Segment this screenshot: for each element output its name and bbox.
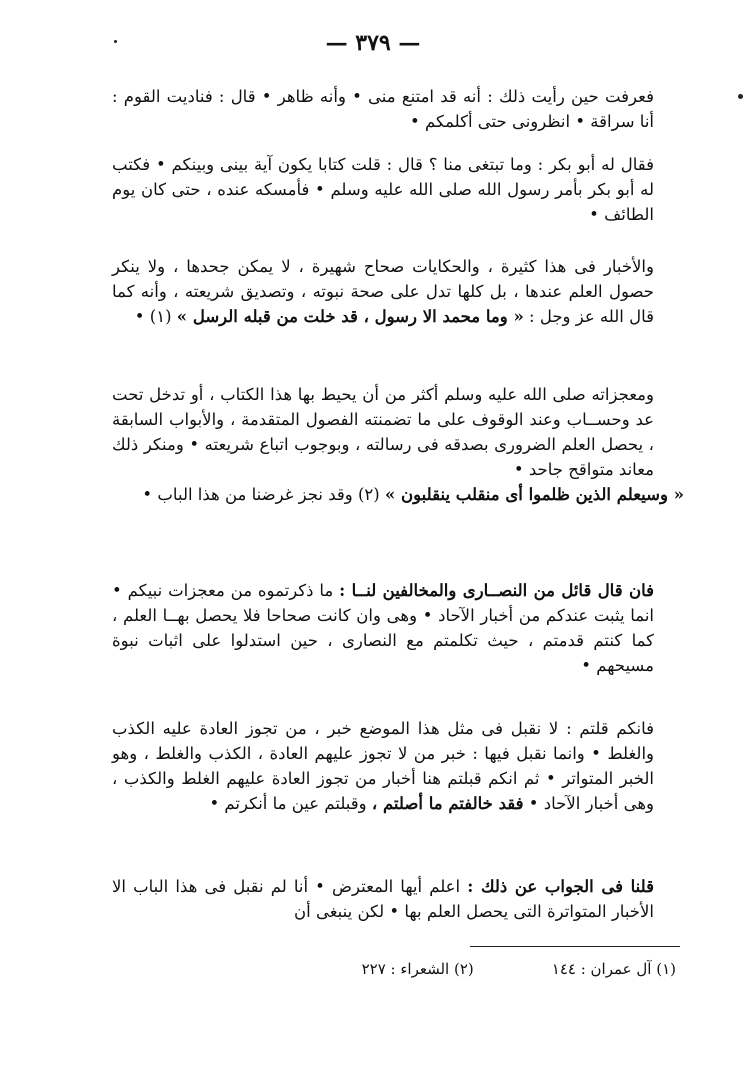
paragraph-6 — [112, 716, 684, 816]
paragraph-text: فقال له أبو بكر : وما تبتغى منا ؟ قال : قلت كتابا يكون آية بينى وبينكم • فكتب له أبو بكر بأمر رسول الله صلى الله عليه وسلم • فأمسكه عنده ، حتى كان يوم الطائف • — [112, 155, 654, 224]
footnote-2: (٢) الشعراء : ٢٢٧ — [361, 960, 474, 978]
paragraph-7 — [112, 874, 684, 924]
footnotes — [200, 960, 676, 978]
paragraph-text: فانكم قلتم : لا نقبل فى مثل هذا الموضع خبر ، من تجوز العادة عليه الكذب والغلط • وانما نقبل فيها : خبر من لا تجوز عليهم العادة ، الكذب والغلط ، وهو الخبر المتواتر • ثم انكم قبلتم هنا أخبار من تجوز العادة عليهم الغلط والكذب ، وهى أخبار الآحاد • — [112, 719, 654, 813]
paragraph-3 — [112, 254, 684, 329]
paragraph-5 — [112, 578, 684, 678]
quran-quote: « وما محمد الا رسول ، قد خلت من قبله الرسل » — [176, 307, 524, 326]
answer-lead: قلنا فى الجواب عن ذلك : — [467, 877, 654, 896]
paragraph-1 — [112, 84, 684, 134]
paragraph-text: ومعجزاته صلى الله عليه وسلم أكثر من أن يحيط بها هذا الكتاب ، أو تدخل تحت عد وحســاب وعند الوقوف على ما تضمنته الفصول المتقدمة ، والأبواب السابقة ، يحصل العلم الضرورى بصدقه فى رسالته ، وبوجوب اتباع شريعته • ومنكر ذلك معاند متواقح جاحد • — [112, 385, 654, 479]
footnote-ref: (١) • — [134, 307, 172, 326]
paragraph-text: والأخبار فى هذا كثيرة ، والحكايات صحاح شهيرة ، لا يمكن جحدها ، ولا ينكر حصول العلم عندها ، بل كلها تدل على صحة نبوته ، وتصديق شريعته ، وأنه كما قال الله عز وجل : — [112, 257, 654, 326]
paragraph-4 — [112, 382, 684, 507]
paragraph-text: فعرفت حين رأيت ذلك : أنه قد امتنع منى • وأنه ظاهر • قال : فناديت القوم : أنا سراقة • انظرونى حتى أكلمكم • — [112, 87, 654, 131]
paragraph-tail: (٢) وقد نجز غرضنا من هذا الباب • — [142, 485, 380, 504]
footnote-1: (١) آل عمران : ١٤٤ — [551, 960, 676, 978]
objection-lead: فان قال قائل من النصــارى والمخالفين لنــا : — [339, 581, 654, 600]
scan-speck — [738, 94, 743, 99]
quran-quote: « وسيعلم الذين ظلموا أى منقلب ينقلبون » — [384, 485, 684, 504]
paragraph-tail: وقبلتم عين ما أنكرتم • — [209, 794, 367, 813]
paragraph-text: اعلم أيها المعترض • أنا لم نقبل فى هذا الباب الا الأخبار المتواترة التى يحصل العلم بها • لكن ينبغى أن — [112, 877, 654, 921]
paragraph-2 — [112, 152, 684, 227]
paragraph-text: ما ذكرتموه من معجزات نبيكم • انما يثبت عندكم من أخبار الآحاد • وهى وان كانت صحاحا فلا يحصل بهــا العلم ، كما كنتم قدمتم ، حيث تكلمتم مع النصارى ، حين استدلوا على اثبات نبوة مسيحهم • — [112, 581, 654, 675]
footnote-divider — [470, 946, 680, 947]
page-number: — ٣٧٩ — — [325, 30, 421, 56]
scan-speck — [114, 40, 117, 43]
bold-phrase: فقد خالفتم ما أصلتم ، — [371, 794, 524, 813]
